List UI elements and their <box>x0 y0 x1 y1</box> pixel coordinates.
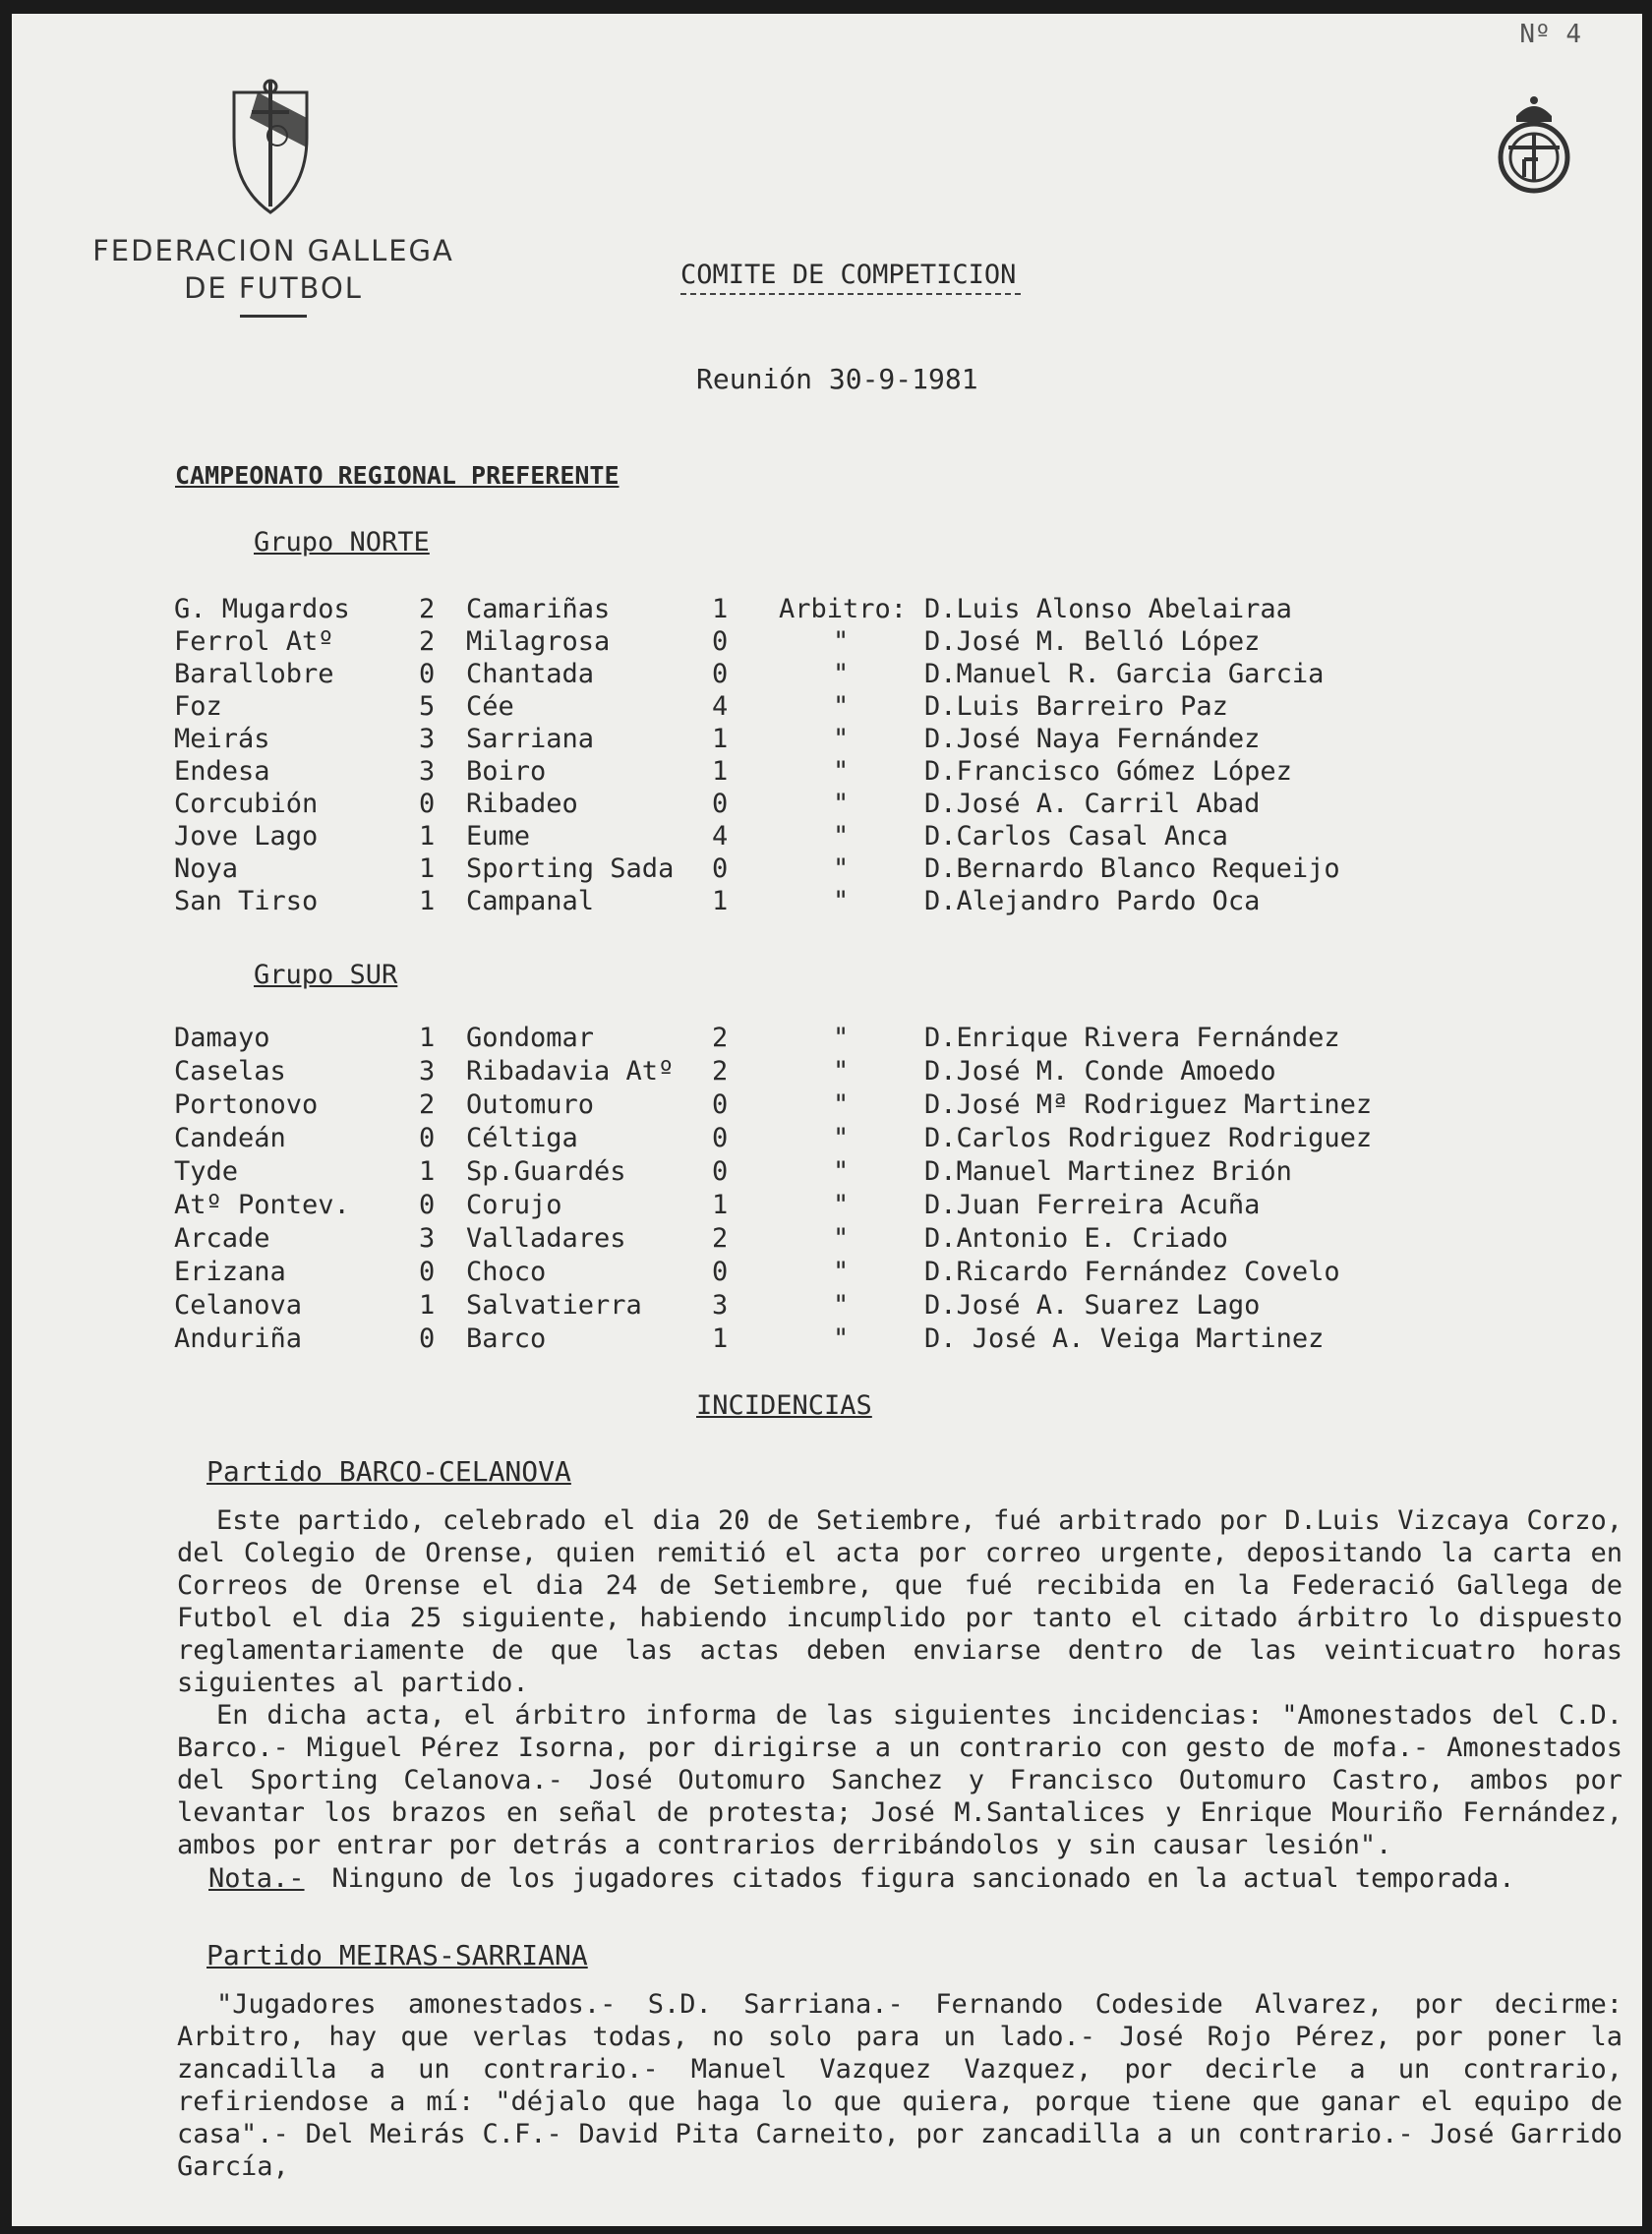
away-score: 2 <box>712 1056 729 1087</box>
away-score: 1 <box>712 756 729 787</box>
home-score: 0 <box>419 1190 436 1220</box>
home-score: 0 <box>419 1123 436 1153</box>
referee-name: D.Bernardo Blanco Requeijo <box>924 853 1340 884</box>
home-team: Portonovo <box>174 1089 319 1120</box>
away-team: Céltiga <box>466 1123 578 1153</box>
home-score: 3 <box>419 1056 436 1087</box>
ditto-mark: " <box>833 1257 850 1287</box>
away-score: 0 <box>712 626 729 657</box>
away-team: Sarriana <box>466 724 595 754</box>
away-score: 0 <box>712 853 729 884</box>
home-score: 3 <box>419 1223 436 1254</box>
ditto-mark: " <box>833 1156 850 1187</box>
referee-name: D.Francisco Gómez López <box>924 756 1292 787</box>
referee-name: D.José A. Suarez Lago <box>924 1290 1261 1321</box>
referee-name: D.Luis Barreiro Paz <box>924 691 1228 722</box>
away-score: 0 <box>712 1257 729 1287</box>
away-team: Camariñas <box>466 594 611 624</box>
away-team: Cée <box>466 691 514 722</box>
home-team: Jove Lago <box>174 821 319 852</box>
ditto-mark: " <box>833 1323 850 1354</box>
home-team: Meirás <box>174 724 270 754</box>
home-team: Candeán <box>174 1123 286 1153</box>
away-score: 3 <box>712 1290 729 1321</box>
home-score: 1 <box>419 1290 436 1321</box>
ditto-mark: " <box>833 626 850 657</box>
home-team: Anduriña <box>174 1323 303 1354</box>
referee-name: D.Carlos Rodriguez Rodriguez <box>924 1123 1373 1153</box>
ditto-mark: " <box>833 756 850 787</box>
ditto-mark: " <box>833 1056 850 1087</box>
document-page <box>12 14 1642 2226</box>
away-team: Corujo <box>466 1190 562 1220</box>
ditto-mark: " <box>833 659 850 689</box>
referee-name: D.Enrique Rivera Fernández <box>924 1023 1340 1053</box>
referee-name: D.Luis Alonso Abelairaa <box>924 594 1292 624</box>
ditto-mark: " <box>833 853 850 884</box>
referee-name: D.Ricardo Fernández Covelo <box>924 1257 1340 1287</box>
note-label: Nota.- <box>208 1863 305 1894</box>
home-team: Caselas <box>174 1056 286 1087</box>
home-score: 2 <box>419 594 436 624</box>
federation-shield-icon <box>228 79 313 220</box>
away-team: Chantada <box>466 659 595 689</box>
home-score: 1 <box>419 1023 436 1053</box>
federation-underline <box>240 315 307 318</box>
home-team: Arcade <box>174 1223 270 1254</box>
home-team: G. Mugardos <box>174 594 350 624</box>
ditto-mark: " <box>833 1290 850 1321</box>
match-barco-celanova-title: Partido BARCO-CELANOVA <box>206 1455 571 1488</box>
championship-title: CAMPEONATO REGIONAL PREFERENTE <box>175 461 620 490</box>
ditto-mark: " <box>833 1223 850 1254</box>
away-score: 4 <box>712 821 729 852</box>
referee-label: Arbitro: <box>779 594 908 624</box>
away-team: Ribadavia Atº <box>466 1056 675 1087</box>
away-team: Valladares <box>466 1223 626 1254</box>
away-score: 1 <box>712 886 729 916</box>
barco-celanova-paragraph-2: En dicha acta, el árbitro informa de las siguientes incidencias: "Amonestados del C.D. Barco.- Miguel Pérez Isorna, por dirigirse a un contrario con gesto de mofa.- Amonestados del Sporting Celanova.- José Outomuro Sanchez y Francisco Outomuro Castro, ambos por levantar los brazos en señal de protesta; José M.Santalices y Enrique Mouriño Fernández, ambos por entrar por detrás a contrarios derribándolos y sin causar lesión". <box>177 1700 1622 1860</box>
home-team: Ferrol Atº <box>174 626 334 657</box>
away-team: Choco <box>466 1257 547 1287</box>
ditto-mark: " <box>833 789 850 819</box>
ditto-mark: " <box>833 821 850 852</box>
home-score: 1 <box>419 1156 436 1187</box>
referee-name: D.Alejandro Pardo Oca <box>924 886 1261 916</box>
referee-name: D.José M. Conde Amoedo <box>924 1056 1276 1087</box>
referee-name: D.Manuel R. Garcia Garcia <box>924 659 1325 689</box>
ditto-mark: " <box>833 1123 850 1153</box>
home-team: San Tirso <box>174 886 319 916</box>
away-team: Eume <box>466 821 531 852</box>
home-score: 1 <box>419 853 436 884</box>
home-team: Endesa <box>174 756 270 787</box>
home-score: 2 <box>419 626 436 657</box>
match-meiras-sarriana-title: Partido MEIRAS-SARRIANA <box>206 1939 588 1971</box>
home-score: 5 <box>419 691 436 722</box>
away-team: Salvatierra <box>466 1290 642 1321</box>
federation-name-line1: FEDERACION GALLEGA <box>92 234 454 267</box>
group-north-title: Grupo NORTE <box>254 527 430 558</box>
home-team: Celanova <box>174 1290 303 1321</box>
referee-name: D.José A. Carril Abad <box>924 789 1261 819</box>
away-team: Boiro <box>466 756 547 787</box>
away-team: Barco <box>466 1323 547 1354</box>
home-score: 0 <box>419 659 436 689</box>
away-score: 2 <box>712 1223 729 1254</box>
federation-name <box>67 232 480 307</box>
meiras-sarriana-paragraph-1: "Jugadores amonestados.- S.D. Sarriana.- Fernando Codeside Alvarez, por decirme: Arbitro, hay que verlas todas, no solo para un lado.- José Rojo Pérez, por poner la zancadilla a un contrario.- Manuel Vazquez Vazquez, por decirle a un contrario, refiriendose a mí: "déjalo que haga lo que quiera, porque tiene que ganar el equipo de casa".- Del Meirás C.F.- David Pita Carneito, por zancadilla a un contrario.- José Garrido García, <box>177 1989 1622 2182</box>
home-team: Barallobre <box>174 659 334 689</box>
away-team: Outomuro <box>466 1089 595 1120</box>
committee-underline <box>680 293 1021 295</box>
away-score: 1 <box>712 724 729 754</box>
away-score: 0 <box>712 1123 729 1153</box>
away-team: Milagrosa <box>466 626 611 657</box>
away-team: Sporting Sada <box>466 853 675 884</box>
away-team: Ribadeo <box>466 789 578 819</box>
away-team: Sp.Guardés <box>466 1156 626 1187</box>
home-score: 1 <box>419 886 436 916</box>
home-team: Foz <box>174 691 222 722</box>
away-score: 1 <box>712 1190 729 1220</box>
group-south-title: Grupo SUR <box>254 960 398 990</box>
away-score: 1 <box>712 594 729 624</box>
meeting-date: Reunión 30-9-1981 <box>696 363 978 395</box>
referee-name: D.Juan Ferreira Acuña <box>924 1190 1261 1220</box>
barco-celanova-paragraph-1: Este partido, celebrado el dia 20 de Setiembre, fué arbitrado por D.Luis Vizcaya Corzo, del Colegio de Orense, quien remitió el acta por correo urgente, depositando la carta en Correos de Orense el dia 24 de Setiembre, que fué recibida en la Federació Gallega de Futbol el dia 25 siguiente, habiendo incumplido por tanto el citado árbitro lo dispuesto reglamentariamente de que las actas deben enviarse dentro de las veinticuatro horas siguientes al partido. <box>177 1505 1622 1698</box>
ditto-mark: " <box>833 1023 850 1053</box>
home-score: 0 <box>419 1257 436 1287</box>
away-score: 0 <box>712 789 729 819</box>
ditto-mark: " <box>833 1089 850 1120</box>
referee-name: D.José Naya Fernández <box>924 724 1261 754</box>
referee-name: D.José Mª Rodriguez Martinez <box>924 1089 1373 1120</box>
referee-name: D.Antonio E. Criado <box>924 1223 1228 1254</box>
ditto-mark: " <box>833 724 850 754</box>
barco-celanova-note <box>208 1862 1622 1895</box>
referee-name: D.Manuel Martinez Brión <box>924 1156 1292 1187</box>
away-score: 2 <box>712 1023 729 1053</box>
federation-name-line2: DE FUTBOL <box>184 271 363 305</box>
home-score: 3 <box>419 724 436 754</box>
home-team: Erizana <box>174 1257 286 1287</box>
away-score: 1 <box>712 1323 729 1354</box>
referee-name: D.Carlos Casal Anca <box>924 821 1228 852</box>
page-number: Nº 4 <box>1519 20 1581 49</box>
ditto-mark: " <box>833 691 850 722</box>
away-score: 0 <box>712 659 729 689</box>
home-score: 1 <box>419 821 436 852</box>
ditto-mark: " <box>833 886 850 916</box>
home-score: 0 <box>419 1323 436 1354</box>
away-score: 0 <box>712 1089 729 1120</box>
home-team: Tyde <box>174 1156 239 1187</box>
home-score: 3 <box>419 756 436 787</box>
home-score: 2 <box>419 1089 436 1120</box>
note-text: Ninguno de los jugadores citados figura sancionado en la actual temporada. <box>331 1863 1515 1894</box>
away-score: 4 <box>712 691 729 722</box>
committee-title: COMITE DE COMPETICION <box>680 260 1017 290</box>
away-team: Campanal <box>466 886 595 916</box>
home-team: Corcubión <box>174 789 319 819</box>
home-score: 0 <box>419 789 436 819</box>
referee-name: D. José A. Veiga Martinez <box>924 1323 1325 1354</box>
away-team: Gondomar <box>466 1023 595 1053</box>
referee-name: D.José M. Belló López <box>924 626 1261 657</box>
home-team: Damayo <box>174 1023 270 1053</box>
incidents-title: INCIDENCIAS <box>696 1390 872 1421</box>
ditto-mark: " <box>833 1190 850 1220</box>
royal-federation-emblem-icon <box>1495 90 1573 203</box>
home-team: Atº Pontev. <box>174 1190 350 1220</box>
home-team: Noya <box>174 853 239 884</box>
away-score: 0 <box>712 1156 729 1187</box>
